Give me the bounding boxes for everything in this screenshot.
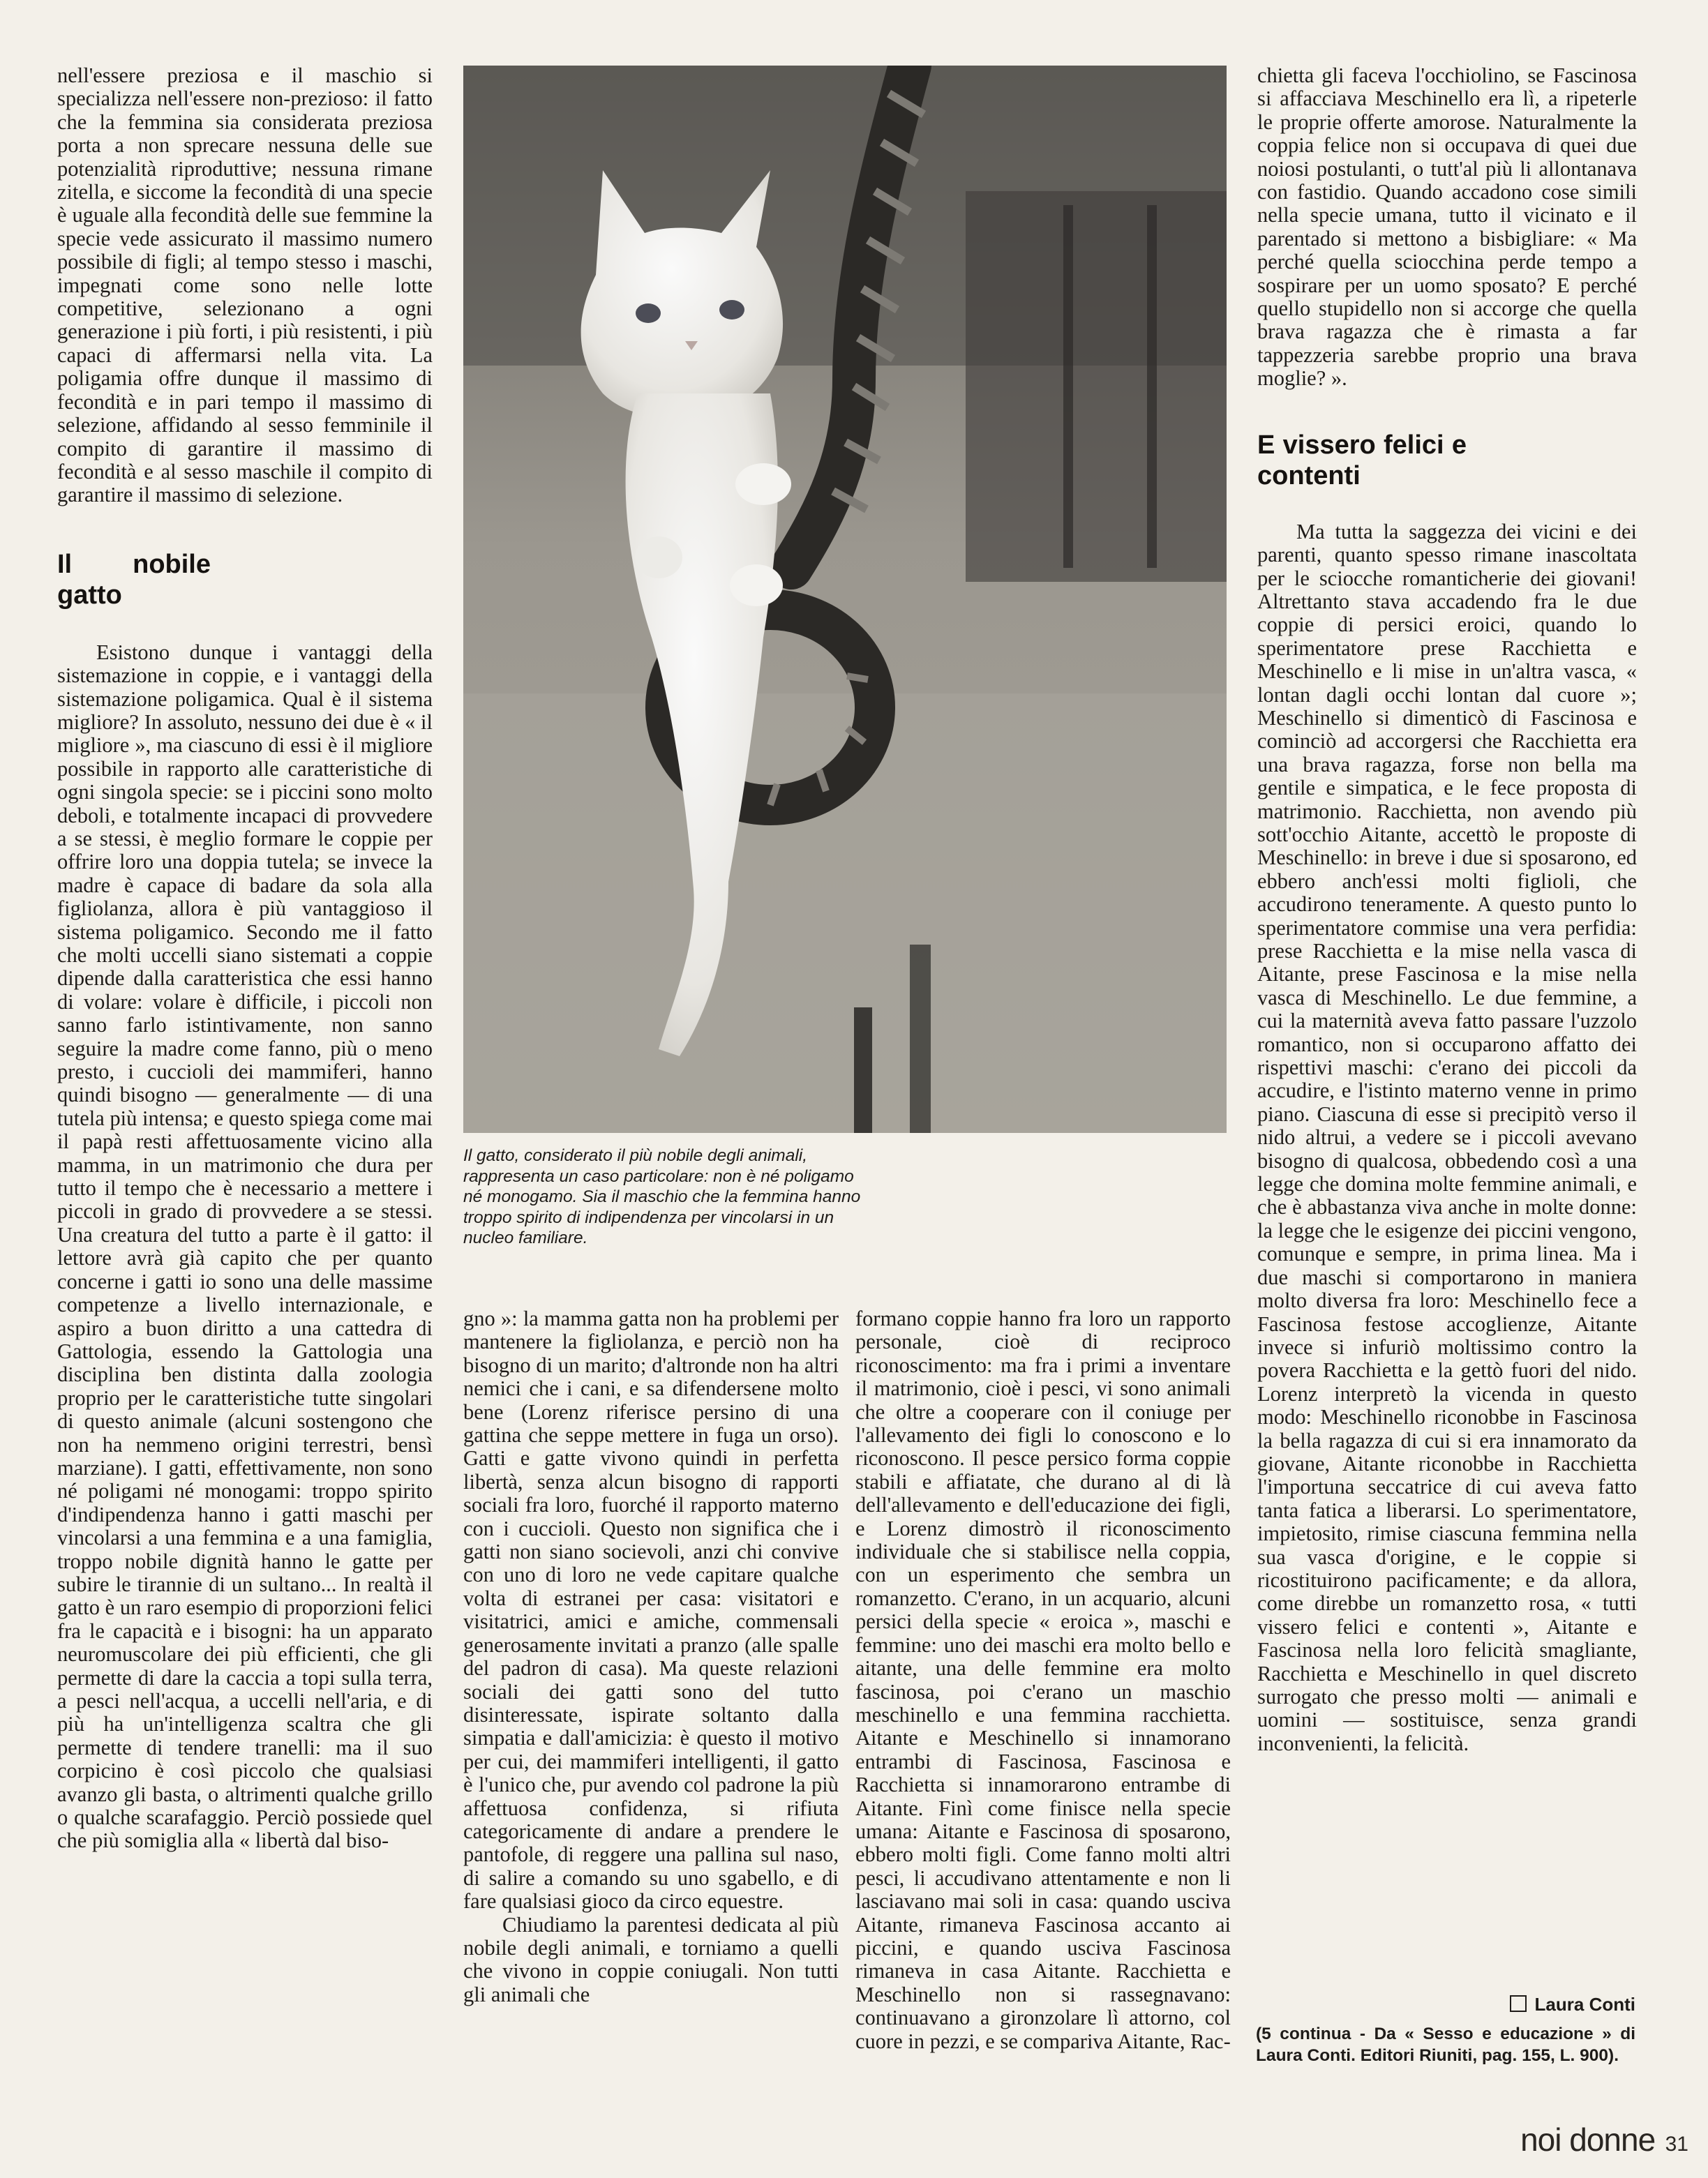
column-1-body: Esistono dunque i vantaggi della sistemazione in coppie, e i vantaggi della sistemazione poligamica. Qual è il sistema migliore? In assoluto, nessuno dei due è « il migliore », ma ciascuno di essi è il migliore possibile in rapporto alle caratteristiche di ogni singola specie: se i piccini sono molto deboli, e totalmente incapaci di provvedere a se stessi, è meglio formare le coppie per offrire loro una doppia tutela; se invece la madre è capace di badare da sola alla figliolanza, allora è più vantaggioso il sistema poligamico. Secondo me il fatto che molti uccelli siano sistemati a coppie dipende dalla caratteristica che essi hanno di volare: volare è difficile, i piccoli non sanno farlo istintivamente, non sanno seguire la madre come fanno, più o meno presto, i cuccioli dei mammiferi, hanno quindi bisogno — generalmente — di una tutela più intensa; e questo spiega come mai il papà resti affettuosamente vicino alla mamma, in un matrimonio che dura per tutto il tempo che è necessario a mettere i piccoli in grado di provvedere a se stessi. Una creatura del tutto a parte è il gatto: il lettore avrà già capito che per quanto concerne i gatti io sono una delle massime competenze a livello internazionale, e aspiro a buon diritto a una cattedra di Gattologia, essendo la Gattologia una disciplina ben distinta dalla zoologia proprio per le caratteristiche tutte singolari di questo animale (alcuni sostengono che non ha nemmeno origini terrestri, bensì marziane). I gatti, effettivamente, non sono né poligami né monogami: troppo spirito d'indipendenza hanno i gatti maschi per vincolarsi a una femmina e a una famiglia, troppo nobile dignità hanno le gatte per subire le tirannie di un sultano... In realtà il gatto è un raro esempio di proporzioni felici fra le capacità e i bisogni: ha un apparato neuromuscolare dei più efficienti, che gli permette di dare la caccia a topi sulla terra, a pesci nell'acqua, a uccelli nell'aria, e di più ha un'intelligenza scaltra che gli permette di tendere tranelli: ma il suo corpicino è così piccolo che qualsiasi avanzo gli basta, o altrimenti qualche grillo o qualche scarafaggio. Perciò possiede quel che più somiglia alla « libertà dal biso- <box>57 640 433 1853</box>
column-3 <box>855 1307 1231 2053</box>
square-bullet-icon <box>1510 1995 1527 2012</box>
photo-illustration <box>463 66 1227 1133</box>
photo-caption: Il gatto, considerato il più nobile degli animali, rappresenta un caso particolare: non è né poligamo né monogamo. Sia il maschio che la femmina hanno troppo spirito di indipendenza per vincolarsi in un nucleo familiare. <box>463 1146 861 1247</box>
section-heading-e-vissero-felici: E vissero felici e contenti <box>1257 430 1467 490</box>
page-footer <box>1423 2121 1688 2158</box>
kitten-on-rope-photo <box>463 66 1227 1133</box>
section-heading-il-nobile-gatto: Il nobile gatto <box>57 549 211 610</box>
column-2 <box>463 1307 839 2006</box>
column-2-paragraph-1: gno »: la mamma gatta non ha problemi per mantenere la figliolanza, e perciò non ha bisogno di un marito; d'altronde non ha altri nemici che i cani, e sa difendersene molto bene (Lorenz riferisce persino di una gattina che seppe mettere in fuga un orso). Gatti e gatte vivono quindi in perfetta libertà, senza alcun bisogno di rapporti sociali fra loro, fuorché il rapporto materno con i cuccioli. Questo non significa che i gatti non siano socievoli, anzi chi convive con uno di loro ne vede capitare qualche volta di estranei per casa: visitatori e visitatrici, amici e amiche, commensali generosamente invitati a pranzo (alle spalle del padron di casa). Ma queste relazioni sociali dei gatti sono del tutto disinteressate, ispirate soltanto dalla simpatia e dall'amicizia: è questo il motivo per cui, dei mammiferi intelligenti, il gatto è l'unico che, pur avendo col padrone la più affettuosa confidenza, si rifiuta categoricamente di andare a prendere le pantofole, di reggere una pallina sul naso, di salire a comando su uno sgabello, e di fare qualsiasi gioco da circo equestre. <box>463 1307 839 1914</box>
column-1 <box>57 64 433 1853</box>
column-4 <box>1257 64 1637 1755</box>
column-1-intro: nell'essere preziosa e il maschio si specializza nell'essere non-prezioso: il fatto che la femmina sia considerata preziosa porta a non sprecare nessuna delle sue potenzialità riproduttive; nessuna rimane zitella, e siccome la fecondità di una specie è uguale alla fecondità delle sue femmine la specie vede assicurato il massimo numero possibile di figli; al tempo stesso i maschi, impegnati come sono nelle lotte competitive, selezionano a ogni generazione i più forti, i più resistenti, i più capaci di affermarsi nella vita. La poligamia offre dunque il massimo di fecondità e in pari tempo il massimo di selezione, affidando al sesso femminile il compito di garantire il massimo di fecondità e al sesso maschile il compito di garantire il massimo di selezione. <box>57 63 433 507</box>
author-byline <box>1256 1994 1635 2015</box>
page-number: 31 <box>1665 2133 1688 2156</box>
author-name: Laura Conti <box>1534 1994 1635 2015</box>
magazine-logo: noi donne <box>1520 2121 1656 2158</box>
column-4-paragraph-2: Ma tutta la saggezza dei vicini e dei parenti, quanto spesso rimane inascoltata per le sciocche romanticherie dei giovani! Altrettanto stava accadendo fra le due coppie di persici eroici, quando lo sperimentatore prese Racchietta e Meschinello e li mise in un'altra vasca, « lontan dagli occhi lontan dal cuore »; Meschinello si dimenticò di Fascinosa e cominciò ad accorgersi che Racchietta era una brava ragazza, forse non bella ma gentile e simpatica, e le fece proposta di matrimonio. Racchietta, non avendo più sott'occhio Aitante, accettò le proposte di Meschinello: in breve i due si sposarono, ed ebbero anch'essi molti figlioli, che accudirono teneramente. A questo punto lo sperimentatore commise una vera perfidia: prese Racchietta e la mise nella vasca di Aitante, prese Fascinosa e la mise nella vasca di Meschinello. Le due femmine, a cui la maternità aveva fatto passare l'uzzolo romantico, non si occuparono affatto dei rispettivi maschi: c'erano dei piccoli da accudire, e l'istinto materno venne in primo piano. Ciascuna di esse si precipitò verso il nido altrui, a vedere se i piccoli avevano bisogno di qualcosa, obbedendo così a una legge che domina molte femmine animali, e che è abbastanza viva anche in molte donne: la legge che le esigenze dei piccini vengono, comunque e sempre, in prima linea. Ma i due maschi si comportarono in maniera molto diversa fra loro: Meschinello fece a Fascinosa festose accoglienze, Aitante invece si infuriò moltissimo contro la povera Racchietta e la gettò fuori del nido. Lorenz interpretò la vicenda in questo modo: Meschinello riconobbe in Fascinosa la bella ragazza di cui si era innamorato da giovane, Aitante riconobbe in Racchietta l'importuna seccatrice di cui aveva fatto tanta fatica a liberarsi. Lo sperimentatore, impietosito, rimise ciascuna femmina nella sua vasca d'origine, e le coppie si ricostituirono pacificamente; e da allora, come direbbe un romanzetto rosa, « tutti vissero felici e contenti », Aitante e Fascinosa nella loro felicità smagliante, Racchietta e Meschinello in quel discreto surrogato che presso molti — animali e uomini — sostituisce, senza grandi inconvenienti, la felicità. <box>1257 519 1637 1755</box>
source-credit: (5 continua - Da « Sesso e educazione » di Laura Conti. Editori Riuniti, pag. 155, L. 900). <box>1256 2025 1635 2065</box>
column-4-paragraph-1: chietta gli faceva l'occhiolino, se Fascinosa si affacciava Meschinello era lì, a ripeterle le proprie offerte amorose. Naturalmente la coppia felice non si occupava di quei due noiosi postulanti, o tutt'al più li allontanava con fastidio. Quando accadono cose simili nella specie umana, tutto il vicinato e il parentado si mettono a bisbigliare: « Ma perché quella sciocchina perde tempo a sospirare per un uomo sposato? E perché quello stupidello non si accorge che quella brava ragazza che è rimasta a far tappezzeria sarebbe proprio una brava moglie? ». <box>1257 63 1637 391</box>
column-2-paragraph-2: Chiudiamo la parentesi dedicata al più nobile degli animali, e torniamo a quelli che vivono in coppie coniugali. Non tutti gli animali che <box>463 1912 839 2006</box>
column-3-body: formano coppie hanno fra loro un rapporto personale, cioè di reciproco riconoscimento: ma fra i primi a inventare il matrimonio, cioè i pesci, vi sono animali che oltre a cooperare con il coniuge per l'allevamento dei figli lo conoscono e lo riconoscono. Il pesce persico forma coppie stabili e affiatate, che durano al di là dell'allevamento e dell'educazione dei figli, e Lorenz dimostrò il riconoscimento individuale che si stabilisce nella coppia, con un esperimento che sembra un romanzetto. C'erano, in un acquario, alcuni persici della specie « eroica », maschi e femmine: uno dei maschi era molto bello e aitante, una delle femmine era molto fascinosa, poi c'erano un maschio meschinello e una femmina racchietta. Aitante e Meschinello si innamorano entrambi di Fascinosa, Fascinosa e Racchietta si innamorarono entrambe di Aitante. Finì come finisce nella specie umana: Aitante e Fascinosa di sposarono, ebbero molti figli. Come fanno molti altri pesci, li accudivano attentamente e non li lasciavano mai soli in casa: quando usciva Aitante, rimaneva Fascinosa accanto ai piccini, e quando usciva Fascinosa rimaneva in casa Aitante. Racchietta e Meschinello non si rassegnavano: continuavano a gironzolare lì attorno, col cuore in pezzi, e se compariva Aitante, Rac- <box>855 1307 1231 2053</box>
